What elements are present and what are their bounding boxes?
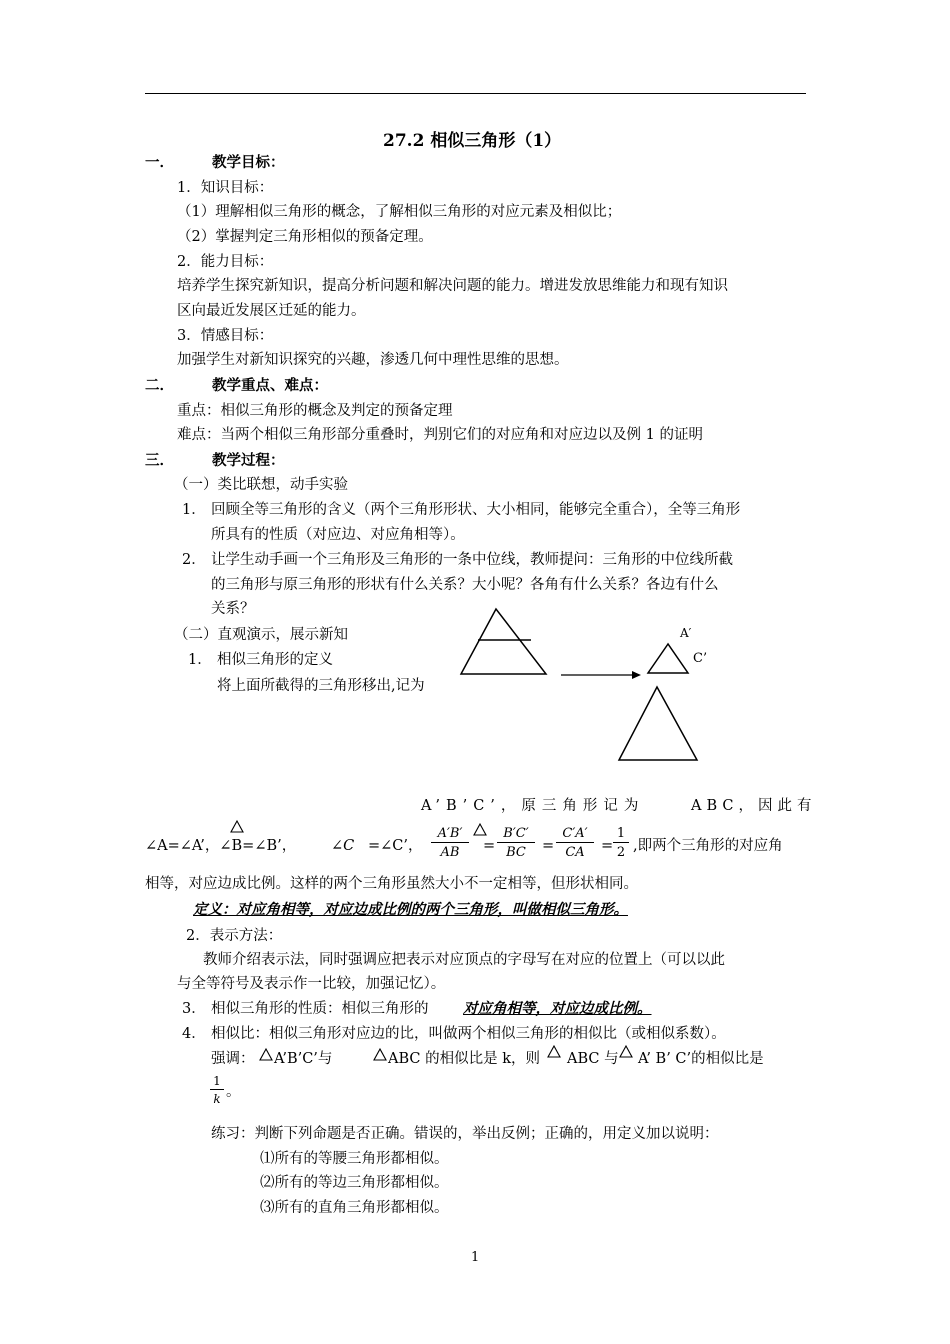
- part-1-item-2-number: 2．: [182, 552, 206, 568]
- fraction-one-over-k-denominator: k: [213, 1092, 221, 1106]
- page-title: 27.2 相似三角形（1）: [383, 131, 562, 151]
- triangle-symbol-4: [374, 1049, 386, 1060]
- item-4-text: 相似比：相似三角形对应边的比，叫做两个相似三角形的相似比（或相似系数）。: [211, 1026, 726, 1042]
- item-2-line-1: 教师介绍表示法，同时强调应把表示对应顶点的字母写在对应的位置上（可以以此: [203, 952, 725, 968]
- part-2-heading: （二）直观演示，展示新知: [174, 627, 348, 643]
- exercise-intro: 练习：判断下列命题是否正确。错误的，举出反例；正确的，用定义加以说明：: [211, 1126, 719, 1142]
- exercise-question-3: ⑶所有的直角三角形都相似。: [260, 1200, 449, 1216]
- triangle-symbol-5: [548, 1046, 560, 1057]
- fraction-half-denominator: 2: [616, 845, 626, 860]
- notation-tail: ,即两个三角形的对应角: [633, 838, 783, 854]
- exercise-question-2: ⑵所有的等边三角形都相似。: [260, 1175, 449, 1191]
- goal-1-label: 1．知识目标：: [177, 180, 274, 196]
- goal-1-item-2: （2）掌握判定三角形相似的预备定理。: [177, 229, 433, 245]
- fraction-bc: [497, 826, 535, 860]
- item-2-line-2: 与全等符号及表示作一比较，加强记忆）。: [177, 976, 446, 992]
- section-2-heading: 教学重点、难点：: [212, 377, 328, 394]
- fraction-ca: [556, 826, 594, 860]
- fraction-one-over-k-numerator: 1: [210, 1074, 224, 1090]
- large-triangle-with-midline: [461, 609, 546, 674]
- section-1-number: 一．: [145, 154, 174, 171]
- fraction-ab-denominator: AB: [440, 845, 460, 860]
- notation-line-1a: A’B’C’，原三角形记为: [421, 798, 645, 814]
- triangle-symbol-6: [620, 1046, 632, 1057]
- part-1-heading: （一）类比联想，动手实验: [174, 477, 348, 493]
- definition: 定义：对应角相等，对应边成比例的两个三角形，叫做相似三角形。: [193, 901, 628, 918]
- equals-1: =: [483, 838, 496, 854]
- fraction-ab: [431, 826, 469, 860]
- fraction-one-over-k: [210, 1074, 224, 1106]
- part-1-item-1-number: 1．: [182, 502, 206, 518]
- key-point: 重点：相似三角形的概念及判定的预备定理: [177, 403, 453, 419]
- section-3-number: 三．: [145, 452, 174, 469]
- original-triangle: [619, 687, 697, 760]
- part-1-item-2-line-3: 关系？: [211, 601, 255, 617]
- item-3-emphasis: 对应角相等，对应边成比例。: [463, 1000, 652, 1017]
- item-3-text: 相似三角形的性质：相似三角形的: [211, 1001, 429, 1017]
- notation-line-1b: ABC，因此有: [691, 798, 817, 814]
- goal-2-line-1: 培养学生探究新知识，提高分析问题和解决问题的能力。增进发放思维能力和现有知识: [177, 278, 728, 294]
- fraction-ca-numerator: C′A′: [556, 826, 594, 843]
- difficult-point: 难点：当两个相似三角形部分重叠时，判别它们的对应角和对应边以及例 1 的证明: [177, 427, 703, 443]
- goal-2-line-2: 区向最近发展区迁延的能力。: [177, 303, 366, 319]
- item-4-period: 。: [226, 1084, 241, 1100]
- equals-2: =: [542, 838, 555, 854]
- triangle-symbol-2: [474, 824, 486, 835]
- small-triangle: [648, 644, 688, 673]
- fraction-bc-numerator: B′C′: [497, 826, 535, 843]
- triangle-symbol-1: [231, 821, 243, 832]
- equals-3: =: [601, 838, 614, 854]
- vertex-label-a-prime: A′: [680, 626, 692, 640]
- part-1-item-1-line-2: 所具有的性质（对应边、对应角相等）。: [211, 527, 465, 543]
- part-2-item-1-text: 将上面所截得的三角形移出,记为: [217, 678, 425, 694]
- vertex-label-c-prime: C’: [693, 651, 708, 666]
- goal-1-item-1: （1）理解相似三角形的概念，了解相似三角形的对应元素及相似比；: [177, 204, 622, 220]
- section-2-number: 二．: [145, 377, 174, 394]
- item-4-emphasis-e: A’ B’ C’的相似比是: [638, 1051, 764, 1067]
- goal-3-label: 3．情感目标：: [177, 328, 274, 344]
- fraction-ca-denominator: CA: [565, 845, 585, 860]
- goal-3-line-1: 加强学生对新知识探究的兴趣，渗透几何中理性思维的思想。: [177, 352, 569, 368]
- item-4-emphasis-c: ABC 的相似比是 k，则: [388, 1051, 540, 1067]
- part-2-item-1-number: 1．: [188, 652, 212, 668]
- part-2-item-1-title: 相似三角形的定义: [217, 652, 333, 668]
- section-1-heading: 教学目标：: [212, 154, 285, 171]
- arrow: [561, 671, 641, 679]
- part-1-item-1-line-1: 回顾全等三角形的含义（两个三角形形状、大小相同，能够完全重合），全等三角形: [211, 502, 741, 518]
- triangle-symbol-3: [260, 1049, 272, 1060]
- fraction-half: [613, 826, 629, 860]
- item-4-emphasis-d: ABC 与: [567, 1051, 619, 1067]
- exercise-question-1: ⑴所有的等腰三角形都相似。: [260, 1151, 449, 1167]
- angle-c-equality: =∠C’，: [368, 838, 423, 854]
- page-number: 1: [471, 1250, 480, 1265]
- item-4-emphasis-b: A’B’C’与: [274, 1051, 333, 1067]
- part-1-item-2-line-2: 的三角形与原三角形的形状有什么关系？大小呢？各角有什么关系？各边有什么: [211, 577, 719, 593]
- item-4-number: 4．: [182, 1026, 206, 1042]
- section-3-heading: 教学过程：: [212, 452, 285, 469]
- notation-line-3: 相等，对应边成比例。这样的两个三角形虽然大小不一定相等，但形状相同。: [145, 876, 638, 892]
- fraction-half-numerator: 1: [613, 826, 629, 843]
- part-1-item-2-line-1: 让学生动手画一个三角形及三角形的一条中位线，教师提问：三角形的中位线所截: [211, 552, 733, 568]
- item-2-label: 2．表示方法：: [186, 928, 283, 944]
- goal-2-label: 2．能力目标：: [177, 254, 274, 270]
- item-3-number: 3．: [182, 1001, 206, 1017]
- fraction-ab-numerator: A′B′: [431, 826, 469, 843]
- fraction-bc-denominator: BC: [506, 845, 526, 860]
- angle-c: ∠C: [331, 838, 355, 854]
- item-4-emphasis-a: 强调：: [211, 1051, 255, 1067]
- angle-equalities: ∠A=∠A’，∠B=∠B’，: [145, 838, 297, 854]
